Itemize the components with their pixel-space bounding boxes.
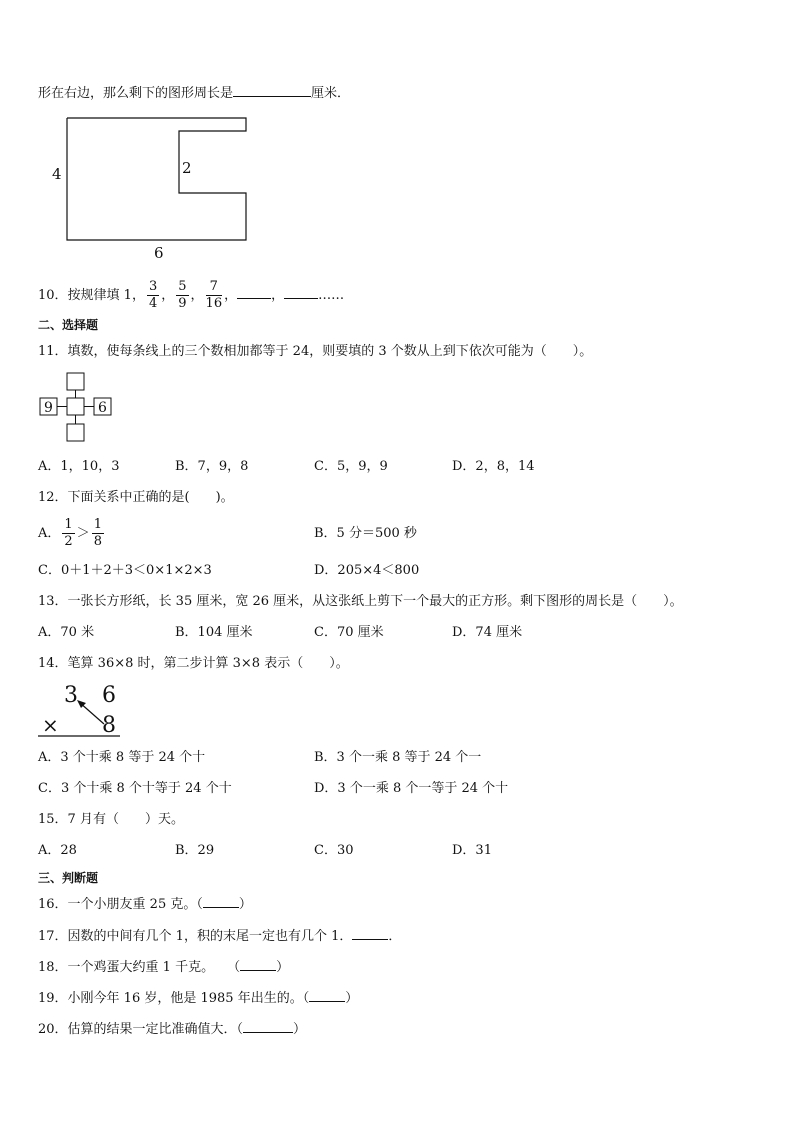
- q10-line: 10．按规律填 1， $\frac{3}{4}$ ， $\frac{5}{9}$ ， $\frac{7}{16}$ ， ， ……: [38, 279, 345, 311]
- q11-option-a[interactable]: A．1，10，3: [38, 459, 120, 474]
- q13-option-a[interactable]: A．70 米: [38, 625, 95, 640]
- q12-fraction-1: $\frac{1}{2}$: [64, 517, 73, 549]
- q9-tail: 形在右边，那么剩下的图形周长是: [38, 86, 234, 101]
- q11-box-center[interactable]: [67, 398, 84, 415]
- q14-times-sign: ×: [42, 713, 59, 737]
- q11-option-c[interactable]: C．5，9，9: [314, 459, 388, 474]
- q9-notch-label: 2: [182, 159, 192, 177]
- q13-option-b[interactable]: B．104 厘米: [175, 625, 253, 640]
- q9-blank[interactable]: [233, 84, 311, 97]
- q9-shape-outline: [67, 118, 246, 240]
- q14-digit-3: 3: [64, 683, 78, 708]
- q10-fraction-1: $\frac{3}{4}$: [148, 279, 158, 311]
- q11-figure: [38, 370, 118, 445]
- q15-text: 15．7 月有（ ）天。: [38, 812, 184, 827]
- q12-option-a[interactable]: A． $\frac{1}{2}$ ＞ $\frac{1}{8}$: [38, 517, 102, 549]
- q11-box-top[interactable]: [67, 373, 84, 390]
- q15-option-d[interactable]: D．31: [452, 843, 492, 858]
- q20-line: 20．估算的结果一定比准确值大．（ ）: [38, 1022, 307, 1037]
- q13-option-d[interactable]: D．74 厘米: [452, 625, 523, 640]
- q10-fraction-2: $\frac{5}{9}$: [178, 279, 187, 311]
- q10-fraction-3: $\frac{7}{16}$: [205, 279, 223, 311]
- q19-line: 19．小刚今年 16 岁，他是 1985 年出生的。（ ）: [38, 991, 359, 1006]
- q20-blank[interactable]: [243, 1020, 293, 1033]
- q9-bottom-label: 6: [154, 244, 164, 262]
- q14-option-a[interactable]: A．3 个十乘 8 等于 24 个十: [38, 750, 206, 765]
- q14-option-d[interactable]: D．3 个一乘 8 个一等于 24 个十: [314, 781, 509, 796]
- q15-option-a[interactable]: A．28: [38, 843, 77, 858]
- q14-digit-8: 8: [102, 713, 116, 738]
- q12-fraction-2: $\frac{1}{8}$: [93, 517, 102, 549]
- q19-blank[interactable]: [309, 989, 345, 1002]
- q9-left-label: 4: [52, 165, 62, 183]
- q11-left-number: 9: [44, 400, 53, 416]
- q12-text: 12．下面关系中正确的是( )。: [38, 490, 234, 505]
- q10-ellipsis: ……: [318, 288, 345, 303]
- q10-blank-1[interactable]: [237, 286, 271, 299]
- q12-option-b[interactable]: B．5 分＝500 秒: [314, 526, 417, 541]
- q14-digit-6: 6: [102, 683, 116, 708]
- q14-figure: [34, 680, 124, 740]
- q11-right-number: 6: [98, 400, 107, 416]
- q9-text: [38, 84, 350, 102]
- q11-option-b[interactable]: B．7，9，8: [175, 459, 249, 474]
- q15-option-b[interactable]: B．29: [175, 843, 215, 858]
- q17-line: 17．因数的中间有几个 1，积的末尾一定也有几个 1． ．: [38, 929, 402, 944]
- q16-line: 16．一个小朋友重 25 克。（ ）: [38, 897, 252, 912]
- q18-line: 18．一个鸡蛋大约重 1 千克。 （ ）: [38, 960, 290, 975]
- q13-option-c[interactable]: C．70 厘米: [314, 625, 384, 640]
- q12-option-c[interactable]: C．0＋1＋2＋3＜0×1×2×3: [38, 563, 212, 578]
- q14-text: 14．笔算 36×8 时，第二步计算 3×8 表示（ ）。: [38, 656, 349, 671]
- q15-option-c[interactable]: C．30: [314, 843, 354, 858]
- q10-blank-2[interactable]: [284, 286, 318, 299]
- q9-figure: [40, 112, 260, 262]
- q17-blank[interactable]: [352, 927, 388, 940]
- section-3-heading: 三、判断题: [38, 871, 99, 885]
- q14-option-b[interactable]: B．3 个一乘 8 等于 24 个一: [314, 750, 482, 765]
- q12-option-d[interactable]: D．205×4＜800: [314, 563, 420, 578]
- q11-option-d[interactable]: D．2，8，14: [452, 459, 535, 474]
- q16-blank[interactable]: [203, 895, 239, 908]
- q18-blank[interactable]: [240, 958, 276, 971]
- q13-text: 13．一张长方形纸，长 35 厘米，宽 26 厘米，从这张纸上剪下一个最大的正方形。剩下图形的周长是（ ）。: [38, 594, 683, 609]
- q9-unit: 厘米．: [311, 86, 351, 101]
- q14-option-c[interactable]: C．3 个十乘 8 个十等于 24 个十: [38, 781, 232, 796]
- q11-box-bottom[interactable]: [67, 424, 84, 441]
- q11-text: 11．填数，使每条线上的三个数相加都等于 24，则要填的 3 个数从上到下依次可能为（ ）。: [38, 344, 593, 359]
- q10-prefix: 10．按规律填 1，: [38, 288, 145, 303]
- section-2-heading: 二、选择题: [38, 318, 99, 332]
